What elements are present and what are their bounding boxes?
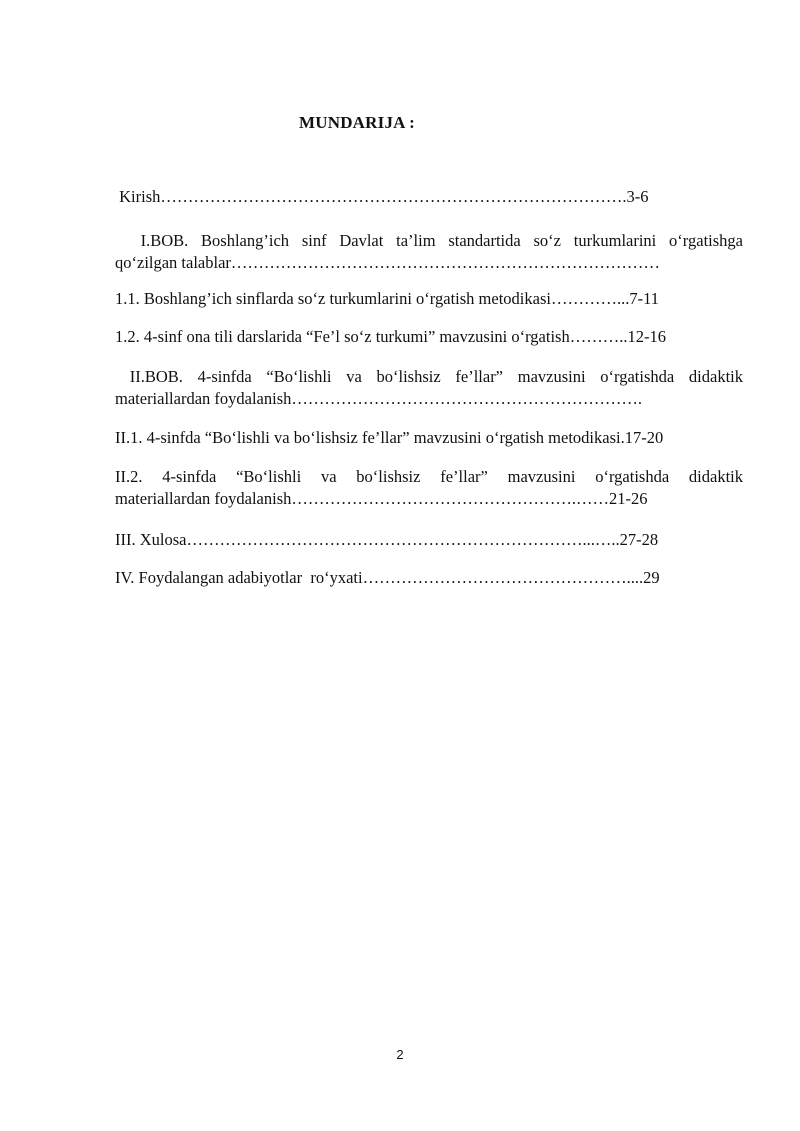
toc-entry-section-1-2 xyxy=(115,326,743,348)
toc-entry-kirish xyxy=(115,186,743,208)
toc-entry-section-2-2 xyxy=(115,466,743,510)
toc-entry-text: 1.2. 4-sinf ona tili darslarida “Fe’l so‘z turkumi” mavzusini o‘rgatish………..12-16 xyxy=(115,327,666,346)
toc-entry-chapter-1 xyxy=(115,230,743,274)
toc-entry-section-1-1 xyxy=(115,288,743,310)
toc-entry-text: Kirish………………………………………………………………………….3-6 xyxy=(115,187,649,206)
toc-entry-text-continued: materiallardan foydalanish………………………………………………………. xyxy=(115,389,643,408)
toc-entry-text: IV. Foydalangan adabiyotlar ro‘yxati…………………………………………....29 xyxy=(115,568,660,587)
toc-entry-section-2-1 xyxy=(115,427,743,449)
page-title: MUNDARIJA : xyxy=(299,113,415,132)
toc-entry-xulosa xyxy=(115,529,743,551)
page-number: 2 xyxy=(396,1047,404,1062)
toc-entry-text-continued: materiallardan foydalanish…………………………………………….……21-26 xyxy=(115,489,648,508)
toc-entry-text: I.BOB. Boshlang’ich sinf Davlat ta’lim standartida so‘z turkumlarini o‘rgatishga xyxy=(115,231,743,250)
toc-entry-chapter-2 xyxy=(115,366,743,410)
toc-entry-adabiyotlar xyxy=(115,567,743,589)
toc-entry-text: II.2. 4-sinfda “Bo‘lishli va bo‘lishsiz fe’llar” mavzusini o‘rgatishda didaktik xyxy=(115,467,743,486)
toc-entry-text: II.BOB. 4-sinfda “Bo‘lishli va bo‘lishsiz fe’llar” mavzusini o‘rgatishda didaktik xyxy=(115,367,743,386)
toc-entry-text: III. Xulosa………………………………………………………………...…..27-28 xyxy=(115,530,659,549)
toc-entry-text-continued: qo‘zilgan talablar…………………………………………………………………… xyxy=(115,253,660,272)
toc-entry-text: II.1. 4-sinfda “Bo‘lishli va bo‘lishsiz fe’llar” mavzusini o‘rgatish metodikasi.17-20 xyxy=(115,428,664,447)
toc-entry-text: 1.1. Boshlang’ich sinflarda so‘z turkumlarini o‘rgatish metodikasi…………...7-11 xyxy=(115,289,659,308)
